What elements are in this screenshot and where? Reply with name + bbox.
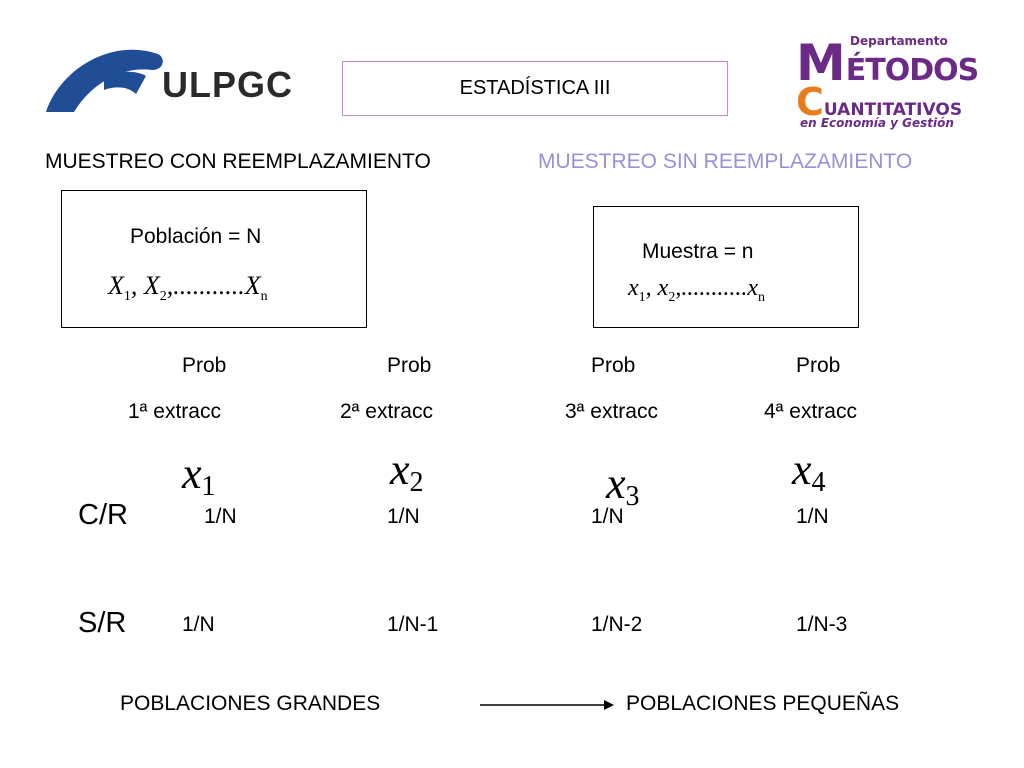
logo-cuantitativos-rest: UANTITATIVOS: [823, 100, 963, 120]
col1-variable: $x_1$: [182, 449, 216, 502]
logo-line3: en Economía y Gestión: [800, 116, 954, 130]
col4-extract: 4ª extracc: [764, 400, 857, 423]
col1-extract: 1ª extracc: [128, 400, 221, 423]
col4-variable: $x_4$: [792, 445, 826, 498]
col4-prob: Prob: [796, 354, 841, 377]
metodos-logo: [790, 22, 979, 134]
sample-sequence: $x_1$, $x_2,...........x_n$: [628, 275, 765, 305]
col2-variable: $x_2$: [390, 445, 424, 498]
logo-dept: Departamento: [850, 34, 948, 48]
col2-cr-value: 1/N: [387, 505, 420, 528]
course-title-box: [342, 61, 728, 116]
col2-prob: Prob: [387, 354, 432, 377]
heading-without-replacement: MUESTREO SIN REEMPLAZAMIENTO: [538, 150, 913, 173]
col3-extract: 3ª extracc: [565, 400, 658, 423]
sample-label: Muestra = n: [642, 240, 754, 263]
col1-prob: Prob: [182, 354, 227, 377]
course-title: ESTADÍSTICA III: [459, 77, 611, 99]
logo-m-initial: M: [796, 34, 846, 92]
ulpgc-swoosh-icon: [40, 30, 170, 120]
col3-variable: $x_3$: [606, 459, 640, 512]
logo-metodos-rest: ÉTODOS: [845, 53, 979, 88]
col2-sr-value: 1/N-1: [387, 613, 439, 636]
col4-sr-value: 1/N-3: [796, 613, 848, 636]
population-box: [61, 190, 367, 328]
sample-box: [593, 206, 859, 328]
footer-small-populations: POBLACIONES PEQUEÑAS: [626, 692, 900, 715]
ulpgc-logo-text: ULPGC: [162, 64, 293, 105]
population-sequence: $X_1$, $X_2,...........X_n$: [108, 271, 268, 305]
row-label-cr: C/R: [78, 499, 128, 531]
col1-sr-value: 1/N: [182, 613, 215, 636]
col3-prob: Prob: [591, 354, 636, 377]
col2-extract: 2ª extracc: [340, 400, 433, 423]
footer-large-populations: POBLACIONES GRANDES: [120, 692, 381, 715]
col3-cr-value: 1/N: [591, 505, 624, 528]
ulpgc-logo: [40, 30, 300, 120]
heading-with-replacement: MUESTREO CON REEMPLAZAMIENTO: [45, 150, 431, 173]
row-label-sr: S/R: [78, 607, 127, 639]
col4-cr-value: 1/N: [796, 505, 829, 528]
col3-sr-value: 1/N-2: [591, 613, 643, 636]
population-label: Población = N: [130, 225, 262, 248]
logo-c-initial: C: [796, 80, 824, 124]
col1-cr-value: 1/N: [204, 505, 237, 528]
arrow-right-icon: [480, 698, 614, 712]
